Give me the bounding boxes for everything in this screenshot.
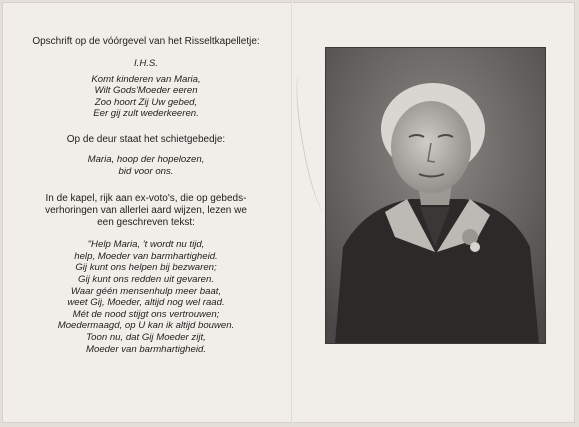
text-column [8, 36, 284, 355]
poem-line: Toon nu, dat Gij Moeder zijt, [86, 331, 206, 343]
portrait-image [325, 47, 546, 344]
prayer-line: Maria, hoop der hopelozen, [87, 153, 205, 165]
poem-line: Komt kinderen van Maria, [91, 73, 201, 85]
portrait-photo [325, 47, 546, 344]
door-prayer [8, 154, 284, 177]
heading-facade: Opschrift op de vóórgevel van het Risseltkapelletje: [32, 36, 260, 47]
poem-line: Waar géén mensenhulp meer baat, [70, 285, 222, 297]
poem-line: Mét de nood stijgt ons vertrouwen; [72, 308, 220, 320]
heading-door: Op de deur staat het schietgebedje: [66, 133, 226, 145]
poem-line: Gij kunt ons helpen bij bezwaren; [75, 262, 217, 274]
poem-line: Eer gij zult wederkeeren. [93, 108, 199, 120]
ihs-line: I.H.S. [134, 58, 158, 69]
facade-poem [8, 74, 284, 120]
intro-line: een geschreven tekst: [97, 217, 195, 229]
chapel-poem [8, 239, 284, 355]
chapel-intro [8, 193, 284, 229]
poem-line: Zoo hoort Zij Uw gebed, [94, 96, 198, 108]
poem-line: help, Moeder van barmhartigheid. [74, 250, 218, 262]
poem-line: "Help Maria, 't wordt nu tijd, [87, 239, 205, 251]
poem-line: Moeder van barmhartigheid. [86, 343, 206, 355]
poem-line: Moedermaagd, op U kan ik altijd bouwen. [57, 320, 235, 332]
prayer-line: bid voor ons. [118, 165, 174, 177]
poem-line: weet Gij, Moeder, altijd nog wel raad. [67, 297, 225, 309]
intro-line: In de kapel, rijk aan ex-voto's, die op gebeds- [45, 193, 247, 205]
memorial-card [2, 2, 575, 423]
poem-line: Gij kunt ons redden uit gevaren. [78, 273, 214, 285]
intro-line: verhoringen van allerlei aard wijzen, lezen we [45, 205, 247, 217]
poem-line: Wilt Gods'Moeder eeren [94, 85, 198, 97]
card-fold [291, 2, 293, 423]
